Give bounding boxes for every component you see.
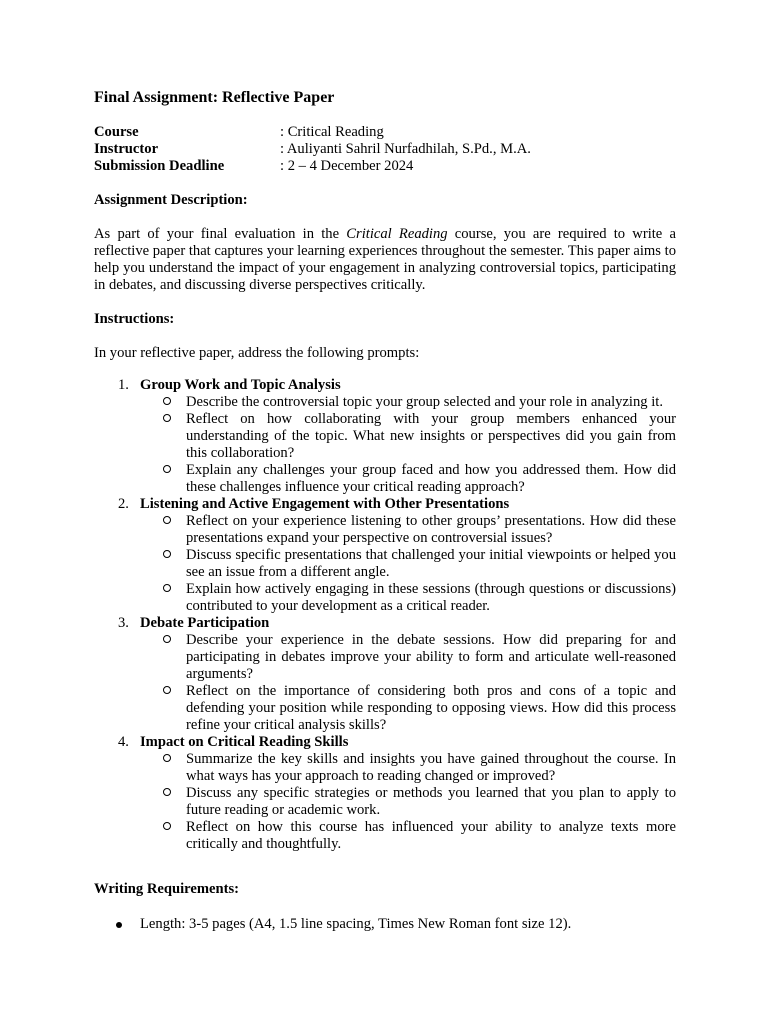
course-label: Course [94,124,139,140]
course-info [94,124,531,175]
prompt-subitem [94,751,676,785]
instructions-intro: In your reflective paper, address the following prompts: [94,345,420,361]
instructor-label: Instructor [94,141,159,157]
prompt-subitem [94,819,676,853]
circle-bullet-icon [163,584,171,592]
prompt-item [94,734,676,751]
prompt-subitem [94,683,676,734]
prompt-number: 3. [118,615,129,631]
prompt-subitem [94,547,676,581]
prompt-number: 4. [118,734,129,750]
prompt-title: Debate Participation [140,615,270,631]
instructions-heading: Instructions: [94,311,175,327]
circle-bullet-icon [163,754,171,762]
subitem-text: Describe your experience in the debate sessions. How did preparing for and participating in debates improve your ability to form and articulate well-reasoned arguments? [186,632,676,682]
circle-bullet-icon [163,686,171,694]
course-row [94,124,531,141]
prompt-title: Listening and Active Engagement with Other Presentations [140,496,510,512]
subitem-text: Reflect on the importance of considering both pros and cons of a topic and defending your position while responding to opposing views. How did this process refine your critical analysis skills? [186,683,676,733]
subitem-text: Reflect on your experience listening to other groups’ presentations. How did these presentations expand your perspective on controversial issues? [186,513,676,546]
description-paragraph [94,226,676,294]
subitem-text: Reflect on how collaborating with your group members enhanced your understanding of the topic. What new insights or perspectives did you gain from this collaboration? [186,411,676,461]
prompt-subitem [94,785,676,819]
prompt-number: 1. [118,377,129,393]
circle-bullet-icon [163,635,171,643]
prompt-item [94,496,676,513]
circle-bullet-icon [163,822,171,830]
description-text-start: As part of your final evaluation in the [94,226,347,242]
instructor-value: : Auliyanti Sahril Nurfadhilah, S.Pd., M.A. [280,141,531,157]
requirement-text: Length: 3-5 pages (A4, 1.5 line spacing, Times New Roman font size 12). [140,916,572,932]
subitem-text: Explain any challenges your group faced and how you addressed them. How did these challenges influence your critical reading approach? [186,462,676,495]
prompt-item [94,377,676,394]
deadline-label: Submission Deadline [94,158,225,174]
subitem-text: Discuss specific presentations that challenged your initial viewpoints or helped you see an issue from a different angle. [186,547,676,580]
deadline-value: : 2 – 4 December 2024 [280,158,414,174]
circle-bullet-icon [163,788,171,796]
prompt-title: Group Work and Topic Analysis [140,377,341,393]
bullet-icon [116,922,122,928]
prompt-number: 2. [118,496,129,512]
prompt-subitem [94,581,676,615]
circle-bullet-icon [163,516,171,524]
prompt-subitem [94,513,676,547]
circle-bullet-icon [163,397,171,405]
instructor-row [94,141,531,158]
prompt-item [94,615,676,632]
prompt-title: Impact on Critical Reading Skills [140,734,349,750]
course-name-emphasis: Critical Reading [346,226,448,242]
prompt-subitem [94,462,676,496]
subitem-text: Reflect on how this course has influenced your ability to analyze texts more critically and thoughtfully. [186,819,676,852]
circle-bullet-icon [163,414,171,422]
requirement-item [94,916,571,933]
subitem-text: Explain how actively engaging in these sessions (through questions or discussions) contributed to your development as a critical reader. [186,581,676,614]
writing-requirements-heading: Writing Requirements: [94,881,239,897]
course-value: : Critical Reading [280,124,384,140]
circle-bullet-icon [163,465,171,473]
document-title: Final Assignment: Reflective Paper [94,89,335,106]
subitem-text: Describe the controversial topic your group selected and your role in analyzing it. [186,394,663,410]
subitem-text: Summarize the key skills and insights you have gained throughout the course. In what ways has your approach to reading changed or improved? [186,751,676,784]
prompt-subitem [94,394,676,411]
description-text-end: course, you are required to write a reflective paper that captures your learning experiences throughout the semester. This paper aims to help you understand the impact of your engagement in analyzing controversial topics, participating in debates, and discussing diverse perspectives critically. [94,226,676,293]
prompt-subitem [94,632,676,683]
prompt-subitem [94,411,676,462]
subitem-text: Discuss any specific strategies or methods you learned that you plan to apply to future reading or academic work. [186,785,676,818]
deadline-row [94,158,531,175]
description-heading: Assignment Description: [94,192,248,208]
circle-bullet-icon [163,550,171,558]
prompt-list [94,377,676,853]
